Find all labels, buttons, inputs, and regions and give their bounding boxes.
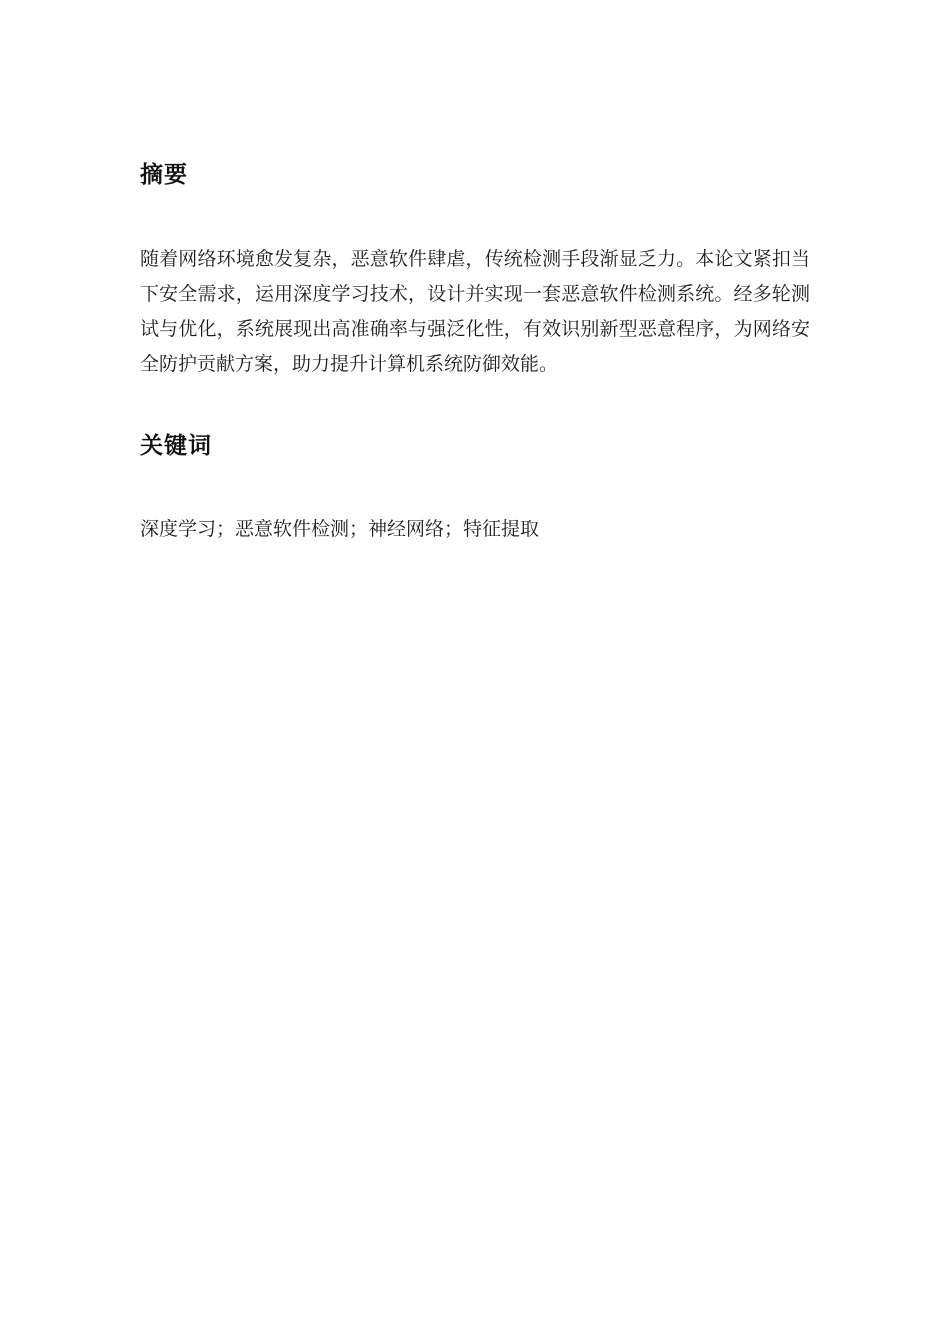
abstract-paragraph: 随着网络环境愈发复杂，恶意软件肆虐，传统检测手段渐显乏力。本论文紧扣当下安全需求，运用深度学习技术，设计并实现一套恶意软件检测系统。经多轮测试与优化，系统展现出高准确率与强泛化性，有效识别新型恶意程序，为网络安全防护贡献方案，助力提升计算机系统防御效能。 xyxy=(140,249,810,375)
abstract-heading: 摘要 xyxy=(140,162,188,187)
document-content xyxy=(140,0,810,547)
keywords-heading: 关键词 xyxy=(140,433,212,458)
keywords-line: 深度学习；恶意软件检测；神经网络；特征提取 xyxy=(140,519,540,540)
